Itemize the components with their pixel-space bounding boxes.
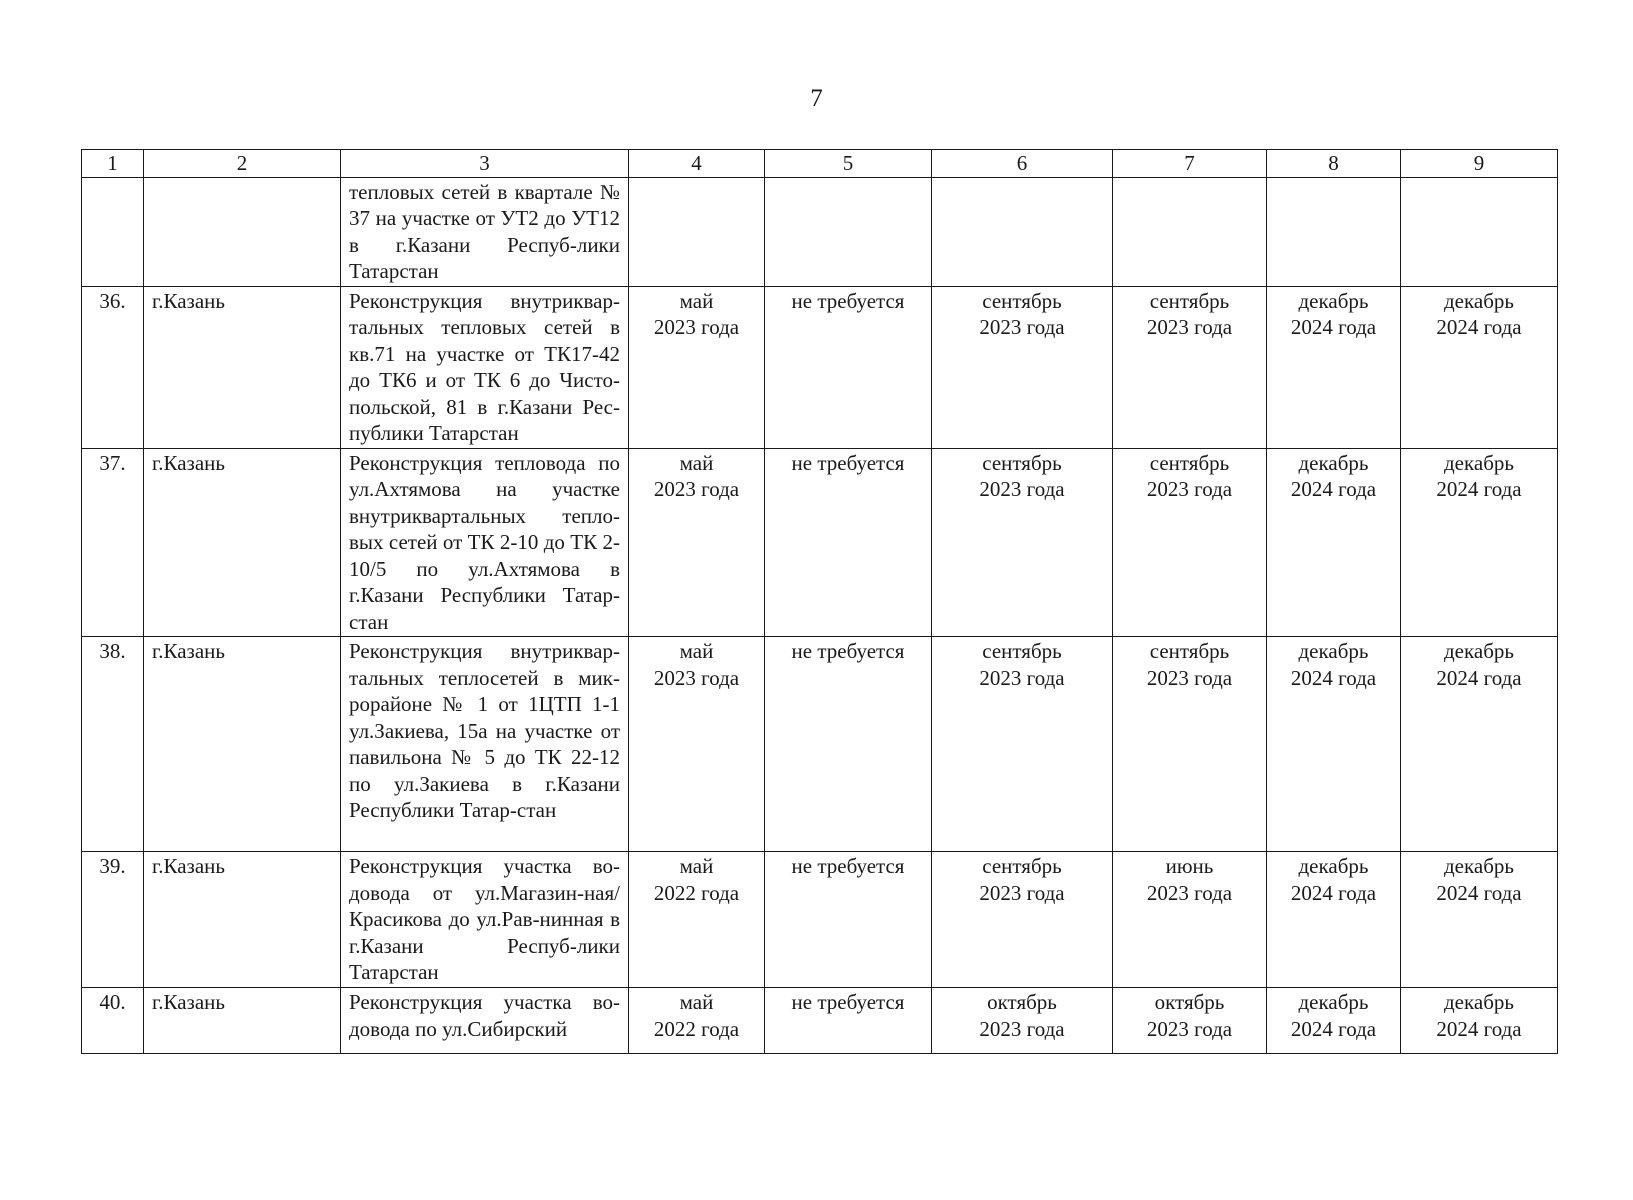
col9-cell: [1401, 448, 1558, 637]
header-row: [82, 150, 1558, 178]
col8-cell: [1267, 177, 1401, 286]
table-row: [82, 852, 1558, 988]
year-text: 2023 года: [979, 880, 1065, 905]
month-text: май: [679, 990, 714, 1014]
column-header: 9: [1401, 150, 1558, 178]
description-cell: Реконструкция внутриквар-тальных теплосетей в мик-рорайоне № 1 от 1ЦТП 1-1 ул.Закиева, 15а на участке от павильона № 5 до ТК 22-12 по ул.Закиева в г.Казани Республики Татар-стан: [341, 637, 629, 852]
col9-cell: [1401, 988, 1558, 1054]
row-number-cell: 36.: [82, 286, 144, 448]
col5-cell: [765, 177, 932, 286]
schedule-table: [81, 149, 1558, 1054]
month-text: декабрь: [1298, 450, 1369, 475]
month-text: май: [679, 854, 714, 878]
col9-cell: [1401, 286, 1558, 448]
city-cell: г.Казань: [144, 988, 341, 1054]
column-header: 7: [1113, 150, 1267, 178]
col7-cell: [1113, 448, 1267, 637]
col4-cell: [629, 286, 765, 448]
month-text: сентябрь: [982, 450, 1062, 475]
month-text: декабрь: [1444, 450, 1514, 475]
col5-cell: не требуется: [765, 852, 932, 988]
month-text: октябрь: [1154, 990, 1225, 1014]
year-text: 2024 года: [1436, 665, 1522, 690]
month-text: декабрь: [1444, 639, 1514, 663]
year-text: 2024 года: [1436, 315, 1522, 339]
month-text: декабрь: [1444, 854, 1514, 878]
column-header: 6: [932, 150, 1113, 178]
year-text: 2024 года: [1290, 665, 1377, 690]
table-row: [82, 988, 1558, 1054]
month-text: май: [679, 639, 714, 663]
col8-cell: [1267, 852, 1401, 988]
column-header: 4: [629, 150, 765, 178]
month-text: сентябрь: [982, 854, 1062, 878]
month-text: сентябрь: [1149, 288, 1230, 313]
year-text: 2024 года: [1290, 477, 1377, 501]
table-row: [82, 637, 1558, 852]
table-row: [82, 448, 1558, 637]
column-header: 3: [341, 150, 629, 178]
col8-cell: [1267, 448, 1401, 637]
year-text: 2022 года: [653, 1016, 740, 1041]
col5-cell: не требуется: [765, 286, 932, 448]
col4-cell: [629, 637, 765, 852]
month-text: сентябрь: [982, 288, 1062, 313]
month-text: декабрь: [1298, 288, 1369, 313]
col6-cell: [932, 448, 1113, 637]
year-text: 2023 года: [653, 665, 740, 690]
col7-cell: [1113, 852, 1267, 988]
page-number: 7: [810, 85, 823, 112]
year-text: 2024 года: [1290, 880, 1377, 905]
year-text: 2023 года: [979, 477, 1065, 501]
description-cell: Реконструкция участка во-довода от ул.Магазин-ная/Красикова до ул.Рав-нинная в г.Казани Респуб-лики Татарстан: [341, 852, 629, 988]
row-number-cell: 39.: [82, 852, 144, 988]
col8-cell: [1267, 988, 1401, 1054]
col4-cell: [629, 988, 765, 1054]
col4-cell: [629, 852, 765, 988]
year-text: 2024 года: [1436, 1016, 1522, 1041]
year-text: 2023 года: [1146, 1016, 1233, 1041]
description-cell: Реконструкция внутриквар-тальных тепловых сетей в кв.71 на участке от ТК17-42 до ТК6 и от ТК 6 до Чисто-польской, 81 в г.Казани Рес-публики Татарстан: [341, 286, 629, 448]
col6-cell: [932, 852, 1113, 988]
description-cell: тепловых сетей в квартале № 37 на участке от УТ2 до УТ12 в г.Казани Респуб-лики Татарстан: [341, 177, 629, 286]
year-text: 2024 года: [1436, 477, 1522, 501]
row-number-cell: 38.: [82, 637, 144, 852]
description-cell: Реконструкция участка во-довода по ул.Сибирский: [341, 988, 629, 1054]
col5-cell: не требуется: [765, 988, 932, 1054]
city-cell: [144, 177, 341, 286]
year-text: 2023 года: [1146, 477, 1233, 501]
month-text: декабрь: [1298, 990, 1369, 1014]
table-row: [82, 286, 1558, 448]
table-row: [82, 177, 1558, 286]
col9-cell: [1401, 637, 1558, 852]
month-text: май: [679, 450, 714, 475]
month-text: май: [679, 288, 714, 313]
col7-cell: [1113, 637, 1267, 852]
col9-cell: [1401, 852, 1558, 988]
col5-cell: не требуется: [765, 637, 932, 852]
column-header: 2: [144, 150, 341, 178]
city-cell: г.Казань: [144, 637, 341, 852]
year-text: 2023 года: [1146, 315, 1233, 339]
row-number-cell: 40.: [82, 988, 144, 1054]
year-text: 2023 года: [979, 315, 1065, 339]
column-header: 5: [765, 150, 932, 178]
year-text: 2023 года: [979, 1016, 1065, 1041]
month-text: октябрь: [987, 990, 1057, 1014]
year-text: 2023 года: [653, 477, 740, 501]
col4-cell: [629, 177, 765, 286]
month-text: июнь: [1165, 854, 1214, 878]
column-header: 8: [1267, 150, 1401, 178]
col6-cell: [932, 177, 1113, 286]
col5-cell: не требуется: [765, 448, 932, 637]
month-text: сентябрь: [982, 639, 1062, 663]
year-text: 2023 года: [979, 665, 1065, 690]
month-text: сентябрь: [1149, 639, 1230, 663]
year-text: 2024 года: [1290, 315, 1377, 339]
col7-cell: [1113, 286, 1267, 448]
col6-cell: [932, 988, 1113, 1054]
city-cell: г.Казань: [144, 852, 341, 988]
col9-cell: [1401, 177, 1558, 286]
col6-cell: [932, 286, 1113, 448]
col8-cell: [1267, 286, 1401, 448]
col8-cell: [1267, 637, 1401, 852]
year-text: 2024 года: [1436, 880, 1522, 905]
month-text: декабрь: [1444, 288, 1514, 313]
year-text: 2022 года: [653, 880, 740, 905]
year-text: 2023 года: [1146, 665, 1233, 690]
description-cell: Реконструкция тепловода по ул.Ахтямова на участке внутриквартальных тепло-вых сетей от ТК 2-10 до ТК 2-10/5 по ул.Ахтямова в г.Казани Республики Татар-стан: [341, 448, 629, 637]
col7-cell: [1113, 177, 1267, 286]
year-text: 2023 года: [1146, 880, 1233, 905]
city-cell: г.Казань: [144, 286, 341, 448]
year-text: 2024 года: [1290, 1016, 1377, 1041]
row-number-cell: [82, 177, 144, 286]
city-cell: г.Казань: [144, 448, 341, 637]
month-text: декабрь: [1298, 639, 1369, 663]
col4-cell: [629, 448, 765, 637]
column-header: 1: [82, 150, 144, 178]
col7-cell: [1113, 988, 1267, 1054]
year-text: 2023 года: [653, 315, 740, 339]
row-number-cell: 37.: [82, 448, 144, 637]
month-text: сентябрь: [1149, 450, 1230, 475]
month-text: декабрь: [1298, 854, 1369, 878]
month-text: декабрь: [1444, 990, 1514, 1014]
col6-cell: [932, 637, 1113, 852]
